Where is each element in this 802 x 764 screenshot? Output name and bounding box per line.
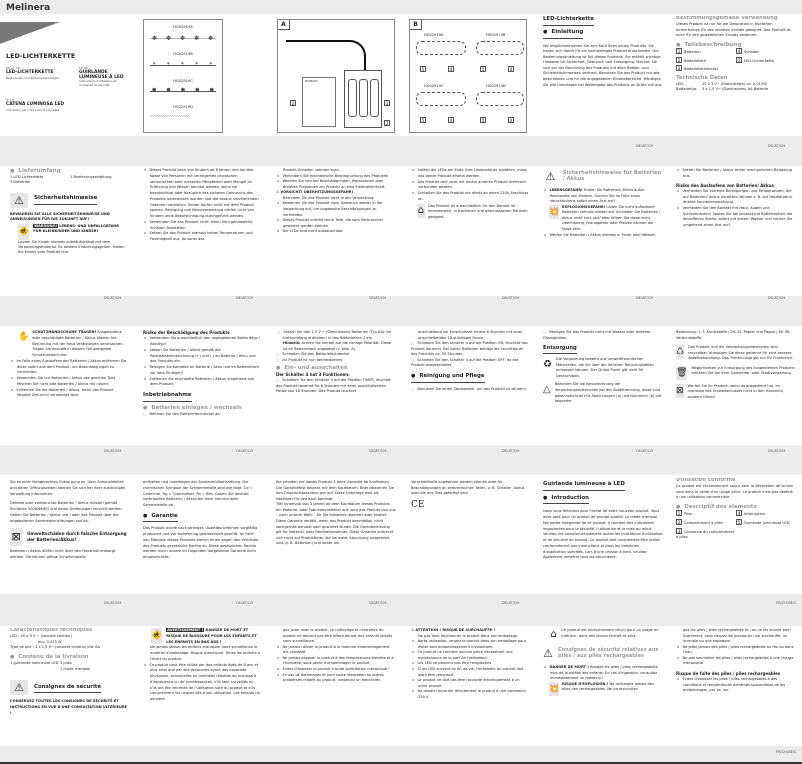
fr-parts-list: 1 Piles 4 Interrupteur 2 Compartiment à piles 5 Guirlande lumineuse LED 3 Couvercle du compartiment à piles bbox=[676, 511, 790, 540]
bestimmung-section: Bestimmungsgemäße Verwendung Dieses Produkt ist nur für die Dekoration in trockenen Innenräumen für den privaten Einsatz geeignet. Das Produkt ist nicht für den gewerblichen Einsatz bestimmt. ● Teilebeschreibung 1 Batterien 4 Schalter 2 Batteriefach 5 LED-Lichterkette 3 Batteriefachdeckel Technische Daten LED: 20 x 3 V⎓ (Gleichstrom) ca. 0,015W Batterietyp: 3 x 1,5 V⎓ (Gleichstrom) AA Batterie bbox=[670, 16, 802, 136]
battery-leak-section: ▪ Setzen Sie Batterien / Akkus keiner mechanischen Belastung aus. Risiko des Auslaufens von Batterien/ Akkus ▪ Vermeiden Sie extreme Bedingungen und Temperaturen, die auf Batterien/ Akkus einwirken können z. B. auf Heizkörpern/ direkte Sonneneinstrahlung. ▪ Vermeiden Sie den Kontakt mit Haut, Augen und Schleimhäuten! Spülen Sie bei Kontakt mit Batteriesäure die betroffenen Stellen sofort mit klarem Wasser und suchen Sie umgehend einen Arzt auf! bbox=[670, 168, 802, 296]
brand-logo: Melinera bbox=[6, 3, 51, 13]
panel-b-label: B bbox=[410, 20, 422, 30]
garantie-heading: ● Garantie bbox=[143, 512, 178, 523]
gloves-section: ✋ SCHUTZHANDSCHUHE TRAGEN! Ausgelaufene oder beschädigte Batterien / Akkus können bei Berührung mit der Haut Verätzungen verursachen. Tragen Sie deshalb in diesem Fall geeignete Schutzhandschuhe. ▪ Im Falle eines Auslaufens der Batterien / Akkus entfernen Sie diese sofort aus dem Produkt, um Beschädigungen zu vermeiden. ▪ Verwenden Sie nur Batterien / Akkus des gleichen Typs. Mischen Sie nicht alte Batterien / Akkus mit neuen! ▪ Entfernen Sie die Batterien / Akkus, wenn das Produkt längere Zeit nicht verwendet wird. bbox=[4, 330, 134, 452]
einleitung-heading: ● Einleitung bbox=[543, 29, 583, 39]
fr-battery-col-6: pas les piles / piles rechargeables et / ou ne les ouvrez pas ! Autrement, vous risquez de provoquer une surchauffe, un incendie ou une explosion. ▪ Ne jetez jamais des piles / piles rechargeables au feu ou dans l'eau. ▪ Ne pas soumettre les piles / piles rechargeables à une charge mécanique. Risque de fuite des piles / piles rechargeables ▪ Évitez d'exposer les piles / piles rechargeables à des conditions et températures extrêmes susceptibles de les endommager, par ex. sur bbox=[670, 628, 802, 756]
explosion-icon: 💥 bbox=[549, 205, 559, 219]
reinigung-heading: ● Reinigung und Pflege bbox=[411, 372, 485, 383]
cover-title: LED-LICHTERKETTE bbox=[6, 52, 76, 60]
safety-col-4: ▪ Sollten die LEDs am Ende ihrer Lebensdauer ausfallen, muss das ganze Produkt ersetzt werden. ▪ Das Produkt darf nicht mit einem anderen Produkt elektrisch verbunden werden. ▪ Schließen Sie das Produkt nie direkt an einen 230V-Anschluss an. ⌂ Das Produkt ist ausschließlich für den Betrieb im Innenbereich, in trockenen und geschlossenen Räumen geeignet. bbox=[405, 168, 535, 296]
safety-col-3: Produkt Schaden nehmen kann. ▪ Verhindern Sie mechanische Beanspruchung des Produkts! ▪ Wenden Sie sich bei Beschädigungen, Reparaturen oder anderen Problemen am Produkt an eine Elektrofachkraft. ⚠ VORSICHT! ÜBERHITZUNGSGEFAHR! Betreiben Sie das Produkt nicht in der Verpackung. ▪ Bewahren Sie das Produkt nach Gebrauch wieder in der Verpackung auf, um ungewollte Beschädigungen zu vermeiden. ▪ Dieses Produkt enthält keine Teile, die vom Verbraucher gewartet werden können. ▪ Die LEDs sind nicht austauschbar. bbox=[270, 168, 402, 296]
fr-battery-section: ⌂ Ce produit est exclusivement conçu pour un usage en intérieur, dans des locaux fermés et secs. ⚠ Consignes de sécurité relatives aux piles / aux piles rechargeables ▪ DANGER DE MORT ! Rangez les piles / piles rechargeables hors de la portée des enfants. En cas d'ingestion, consultez immédiatement un médecin ! 💥 RISQUE D'EXPLOSION ! Ne rechargez jamais des piles non rechargeables. Ne courtcircuitez bbox=[537, 628, 669, 756]
garantie-col-4: Verschleißteile angesehen werden können oder für Beschädigungen an zerbrechlichen Teilen, z. B. Schalter, Akkus oder die aus Glas gefertigt sind. CE bbox=[405, 480, 535, 592]
callout-1: 1 bbox=[385, 101, 389, 106]
separator-band bbox=[0, 594, 802, 626]
cover-banner bbox=[0, 22, 134, 46]
battery-box bbox=[344, 70, 382, 128]
cover-lang-de: DE AT CH LED-LICHTERKETTE Bedienungs- und Sicherheitshinweise bbox=[6, 66, 59, 80]
battery-disposal-section: Sie es einer fachgerechten Entsorgung zu. Über Sammelstellen und deren Öffnungszeiten können Sie sich bei Ihrer zuständigen Verwaltung informieren. Defekte oder verbrauchte Batterien / Akkus müssen gemäß Richtlinie 2006/66/EG und deren Änderungen recycelt werden. Geben Sie Batterien / Akkus und / oder das Produkt über die angebotenen Sammeleinrichtungen zurück. ⊠ Umweltschäden durch falsche Entsorgung der Batterien/Akkus! Batterien / Akkus dürfen nicht über den Hausmüll entsorgt werden. Sie können giftige Schwermetalle bbox=[10, 480, 127, 559]
fr-util-section: Utilisation conforme Ce produit est exclusivement conçu pour la décoration de locaux secs dans le cadre d'un usage privé. Le produit n'est pas destiné à une utilisation commerciale. ● Descriptif des éléments 1 Piles 4 Interrupteur 2 Compartiment à piles 5 Guirlande lumineuse LED 3 Couvercle du compartiment à piles bbox=[670, 478, 802, 590]
parts-list: 1 Batterien 4 Schalter 2 Batteriefach 5 LED-Lichterkette 3 Batteriefachdeckel bbox=[677, 49, 774, 71]
intro-section bbox=[537, 16, 669, 136]
indoor-house-icon: ⌂ bbox=[417, 204, 425, 216]
battery-safety-section: ⚠ Sicherheitshinweise für Batterien / Akkus ▪ LEBENSGEFAHR! Halten Sie Batterien/ Akkus außer Reichweite von Kindern. Suchen Sie im Falle eines Verschluckens sofort einen Arzt auf! 💥 EXPLOSIONSGEFAHR! Laden Sie nicht aufladbare Batterien niemals wieder auf. Schließen Sie Batterien / Akkus nicht kurz und/ oder öffnen Sie diese nicht. Überhitzung, Brandgefahr oder Platzen können die Folge sein. ▪ Werfen Sie Batterien / Akkus niemals in Feuer oder Wasser. bbox=[537, 168, 669, 296]
indoor-house-icon: ⌂ bbox=[550, 629, 557, 640]
section-title: LED-Lichterkette bbox=[543, 16, 594, 26]
warning-triangle-icon: ⚠ bbox=[10, 193, 28, 208]
ce-mark: CE bbox=[411, 499, 425, 510]
warning-triangle-icon: ⚠ bbox=[545, 170, 556, 183]
callout-2: 2 bbox=[291, 101, 295, 106]
fr-intro-section: Guirlande lumineuse à LED ● Introduction Nous vous félicitons pour l'achat de votre nouveau produit. Vous avez opté pour un produit de grande qualité. Le mode d'emploi fait partie intégrante de ce produit. Il contient des indications importantes pour la sécurité, l'utilisation et la mise au rebut. Veuillez lire consciencieusement toutes les indications d'utilisation et de sécurité du produit. Ce produit doit uniquement être utilisé conformément aux instructions et dans les domaines d'application spécifiés. Lors d'une cession à tiers, veuillez également remettre tous les documents. bbox=[537, 480, 669, 592]
entsorgung-section: □ Reinigen Sie das Produkt nicht mit Wasser oder anderen Flüssigkeiten. Entsorgung ♻ Die Verpackung besteht aus umweltfreundlichen Materialien, die Sie über die örtlichen Recyclingstellen entsorgen können. Der Grüne Punkt gilt nicht für Deutschland. △ Beachten Sie die Kennzeichnung der Verpackungsmaterialien bei der Abfalltrennung, diese sind gekennzeichnet mit Abkürzungen (a) und Nummern (b) mit folgender bbox=[537, 330, 669, 452]
bestimmung-heading: Bestimmungsgemäße Verwendung bbox=[676, 16, 778, 21]
cable bbox=[286, 40, 366, 70]
bin-person-icon: 🗑 bbox=[676, 367, 688, 378]
diagram-panel-a bbox=[277, 19, 395, 133]
fr-safety-col-3: pas jouer avec le produit. Le nettoyage et l'entretien du produit ne doivent pas être effectués par des enfants laissés sans surveillance. ▪ Ne jamais utiliser le produit si le moindre endommagement est constaté. ▪ Ne jamais exposer le produit à des températures élevées et à l'humidité, sous peine d'endommager le produit. ▪ Évitez d'exposer le produit à toute sollicitation mécanique ! ▪ En cas de dommages et pour toute réparation ou autres problèmes relatifs au produit, contactez un électricien. bbox=[270, 628, 402, 756]
recycling-triangle-icon: △ bbox=[543, 384, 551, 396]
cover-lang-it: IT CH CATENA LUMINOSA LED Indicazioni per l'uso e per la sicurezza bbox=[6, 98, 65, 112]
entsorgung-heading: Entsorgung bbox=[543, 344, 577, 354]
green-dot-icon: ♻ bbox=[543, 359, 552, 371]
crossed-bin-icon: ⊠ bbox=[10, 528, 22, 546]
fr-tech-section: Caractéristiques techniques LED : 20 x 3 V ⎓ (courant continu) env. 0,015 W Type de pile : 3 x 1,5 V⎓ (courant continu) pile AA ● Contenu de la livraison 1 guirlande lumineuse LED 3 piles 1 mode d'emploi ⚠ Consignes de sécurité CONSERVEZ TOUTES LES CONSIGNES DE SÉCURITÉ ET INSTRUCTIONS EN VUE D'UNE CONSULTATION ULTÉRIEURE ! bbox=[4, 628, 134, 756]
separator-band bbox=[0, 136, 802, 166]
caution-icon: ⚠ bbox=[276, 190, 281, 195]
tech-specs: LED: 20 x 3 V⎓ (Gleichstrom) ca. 0,015W Batterietyp: 3 x 1,5 V⎓ (Gleichstrom) AA Batterie bbox=[676, 81, 769, 91]
gloves-icon: ✋ bbox=[18, 332, 30, 342]
child-warning-icon: 🚸 bbox=[151, 628, 162, 644]
garantie-section: enthalten und unterliegen der Sondermüllbehandlung. Die chemischen Symbole der Schwermetalle sind wie folgt: Cd = Cadmium, Hg = Quecksilber, Pb = Blei. Geben Sie deshalb verbrauchte Batterien / Akkus bei einer kommunalen Sammelstelle ab. ● Garantie Das Produkt wurde nach strengen Qualitätsrichtlinien sorgfältig produziert und vor Anlieferung gewissenhaft geprüft. Im Falle von Mängeln dieses Produkts stehen Ihnen gegen den Verkäufer des Produkts gesetzliche Rechte zu. Diese gesetzlichen Rechte werden durch unsere im Folgenden dargestellte Garantie nicht eingeschränkt. bbox=[137, 480, 267, 592]
einleitung-text: Wir beglückwünschen Sie zum Kauf Ihres neuen Produkts. Sie haben sich damit für ein hochwertiges Produkt entschieden. Die Bedienungsanleitung ist Teil dieses Produkts. Sie enthält wichtige Hinweise für Sicherheit, Gebrauch und Entsorgung. Machen Sie sich vor der Benutzung des Produkts mit allen Bedien- und Sicherheitshinweisen vertraut. Benutzen Sie das Produkt nur wie beschrieben und für die angegebenen Einsatzbereiche. Händigen Sie alle Unterlagen bei Weitergabe des Produkts an Dritte mit aus. bbox=[543, 43, 663, 87]
fr-safety-col-4: ⚠ ATTENTION ! RISQUE DE SURCHAUFFE ! Ne pas faire fonctionner le produit dans son emballage. ▪ Après utilisation, rangez le produit dans son emballage pour éviter tout endommagement involontaire. ▪ Ce produit ne contient aucune pièce nécessitant une maintenance de la part de l'utilisateur. ▪ Les LED ne peuvent pas être remplacées. ▪ Si les LED arrivent en fin de vie, l'ensemble du produit doit alors être remplacé. ▪ Le produit ne doit pas être raccordé électriquement à un autre produit. ▪ Ne jamais raccorder directement le produit à une connexion 230 V. bbox=[405, 628, 535, 756]
warning-triangle-icon: ⚠ bbox=[543, 647, 553, 660]
garantie-col-3: Sie erhalten auf dieses Produkt 3 Jahre Garantie ab Kaufdatum. Die Garantiefrist beginnt mit dem Kaufdatum. Bitte bewahren Sie den Original-Kassenbon gut auf. Diese Unterlage wird als Nachweis für den Kauf benötigt. Tritt innerhalb von 3 Jahren ab dem Kaufdatum dieses Produkts ein Material- oder Fabrikationsfehler auf, wird das Produkt von uns – nach unserer Wahl – für Sie kostenlos repariert oder ersetzt. Diese Garantie verfällt, wenn das Produkt beschädigt, nicht sachgemäß benutzt oder gewartet wurde. Die Garantieleistung gilt für Material- oder Fabrikationsfehler. Diese Garantie erstreckt sich nicht auf Produktteile, die normaler Abnutzung ausgesetzt sind (z. B. Batterien) und daher als bbox=[276, 480, 396, 546]
callout-2b: 2 bbox=[385, 121, 389, 126]
caution-icon: ⚠ bbox=[411, 628, 416, 632]
disposal-section: Bedeutung: 1–7: Kunststoffe / 20–22: Papier und Pappe / 80–98: Verbundstoffe. ♺ Das Produkt und die Verpackungsmaterialien sind recycelbar, entsorgen Sie diese getrennt für eine bessere Abfallbehandlung. Das Triman-Logo gilt nur für Frankreich. 🗑 Möglichkeiten zur Entsorgung des ausgedienten Produkts erfahren Sie bei Ihrer Gemeinde- oder Stadtverwaltung. ⊠ Werfen Sie Ihr Produkt, wenn es ausgedient hat, im Interesse des Umweltschutzes nicht in den Hausmüll, sondern führen bbox=[676, 330, 795, 399]
sicherheit-heading: Sicherheitshinweise bbox=[34, 195, 97, 205]
remote-device: MULMOVO bbox=[302, 77, 336, 127]
inbetrieb-heading: Inbetriebnahme bbox=[143, 391, 192, 402]
string-light-d: 〰〰〰〰〰〰〰〰〰 bbox=[150, 114, 191, 120]
fr-warning-section: 🚸 AVERTISSEMENT ! DANGER DE MORT ET RISQUE DE BLESSURE POUR LES ENFANTS ET LES ENFANTS EN BAS ÂGE ! Ne jamais laisser les enfants manipuler sans surveillance le matériel d'emballage. Risque d'asphyxie. Tenez les enfants à l'écart du produit. ▪ Ce produit peut être utilisé par des enfants âgés de 8 ans et plus ainsi que par des personnes ayant des capacités physiques, sensorielles ou mentales réduites ou manquant d'expérience ou de connaissances, s'ils sont surveillés ou s'ils ont été informés de l'utilisation sûre du produit et s'ils comprennent les risques liés à son utilisation. Les enfants ne peuvent bbox=[137, 628, 267, 756]
damage-risk-section: Risiko der Beschädigung des Produkts ▪ Verwenden Sie ausschließlich den angegebenen Batterietyp / Akkutyp! ▪ Setzen Sie Batterien / Akkus gemäß der Polaritätskennzeichnung (+) und (-) an Batterie / Akku und des Produkts ein. ▪ Reinigen Sie Kontakte an Batterie / Akku und im Batteriefach vor dem Einlegen! ▪ Entfernen Sie erschöpfte Batterien / Akkus umgehend aus dem Produkt. Inbetriebnahme ● Batterien einlegen / wechseln □ Nehmen Sie den Batteriefachdeckel ab. bbox=[137, 330, 267, 452]
explosion-icon: 💥 bbox=[549, 682, 559, 696]
switch-section: anschließend zur Einschaltzeit erneut 6 Stunden mit einer anschließenden 18-stündigen Pause. □ Schieben Sie den Schalter 4 auf die Position ON, leuchtet das Produkt dauernd. Bei vollen Batterien beträgt die Leuchtdauer des Produkts ca. 50 Stunden. □ Schieben Sie den Schalter 4 auf die Position OFF, ist das Produkt ausgeschaltet. ● Reinigung und Pflege □ Benutzen Sie einen Staubwedel, um das Produkt zu säubern. bbox=[405, 330, 535, 452]
triman-icon: ♺ bbox=[676, 347, 685, 358]
child-warning-icon: 🚸 bbox=[18, 224, 29, 240]
crossed-bin-icon: ⊠ bbox=[676, 385, 684, 396]
safety-col-2: ▪ Dieses Produkt kann von Kindern ab 8 Jahren und darüber sowie von Personen mit verringerten physischen, sensorischen oder mentalen Fähigkeiten oder Mangel an Erfahrung und Wissen benutzt werden, wenn sie beaufsichtigt oder bezüglich des sicheren Gebrauchs des Produkts unterwiesen wurden und die daraus resultierenden Gefahren verstehen. Kinder dürfen nicht mit dem Produkt spielen. Reinigung und Benutzerwartung dürfen nicht von Kindern ohne Beaufsichtigung durchgeführt werden. ▪ Verwenden Sie das Produkt nicht, wenn Sie irgendwelche Schäden feststellen. ▪ Setzen Sie das Produkt niemals hohen Temperaturen und Feuchtigkeit aus, da sonst das bbox=[137, 168, 267, 296]
panel-a-label: A bbox=[278, 20, 290, 30]
teile-heading: ● Teilebeschreibung bbox=[676, 42, 796, 49]
diagram-panel-b: B HG02919A HG02919B HG02919C HG02919D 5 4 5 4 5 4 5 4 bbox=[409, 19, 527, 133]
lieferumfang-section: ● Lieferumfang 1 LED-Lichterkette 1 Bedienungsanleitung 3 Batterien ⚠ Sicherheitshinweise BEWAHREN SIE ALLE SICHERHEITSHINWEISE UND ANWEISUNGEN FÜR DIE ZUKUNFT AUF! 🚸 WARNUNG! LEBENS- UND UNFALLGEFAHR FÜR KLEINKINDER UND KINDER! Lassen Sie Kinder niemals unbeaufsichtigt mit dem Verpackungsmaterial. Es besteht Erstickungsgefahr. Halten Sie Kinder vom Produkt fern. bbox=[4, 168, 134, 296]
battery-insert-section: □ Setzen Sie drei 1,5 V ⎓ (Gleichstrom) Batterien (Typ AA) (im Lieferumfang enthalten) in das Batteriefach 2 ein. Hinweis: Achten Sie hierbei auf die richtige Polarität. Diese ist im Batteriefach angezeigt (s. Abb. A). □ Schließen Sie den Batteriefachdeckel. □ Ihr Produkt ist nun betriebsbereit. ● Ein- und ausschalten Der Schalter 4 hat 3 Funktionen: □ Schieben Sie den Schalter 4 auf die Position TIMER, leuchtet das Produkt dauernd für 6 Stunden mit einer anschließenden Pause von 18 Stunden. Das Produkt leuchtet bbox=[270, 330, 402, 452]
cover-lang-fr: FR BE GUIRLANDE LUMINEUSE À LED Instructions d'utilisation et consignes de sécurité bbox=[79, 66, 124, 88]
warning-triangle-icon: ⚠ bbox=[10, 680, 28, 695]
models-diagram: HG02919A ✽✽✽✽✽ HG02919B ✶✶✶✶✶ HG02919C ●●●●● HG02919D 〰〰〰〰〰〰〰〰〰 bbox=[143, 19, 223, 133]
tech-heading: Technische Daten bbox=[676, 74, 728, 81]
